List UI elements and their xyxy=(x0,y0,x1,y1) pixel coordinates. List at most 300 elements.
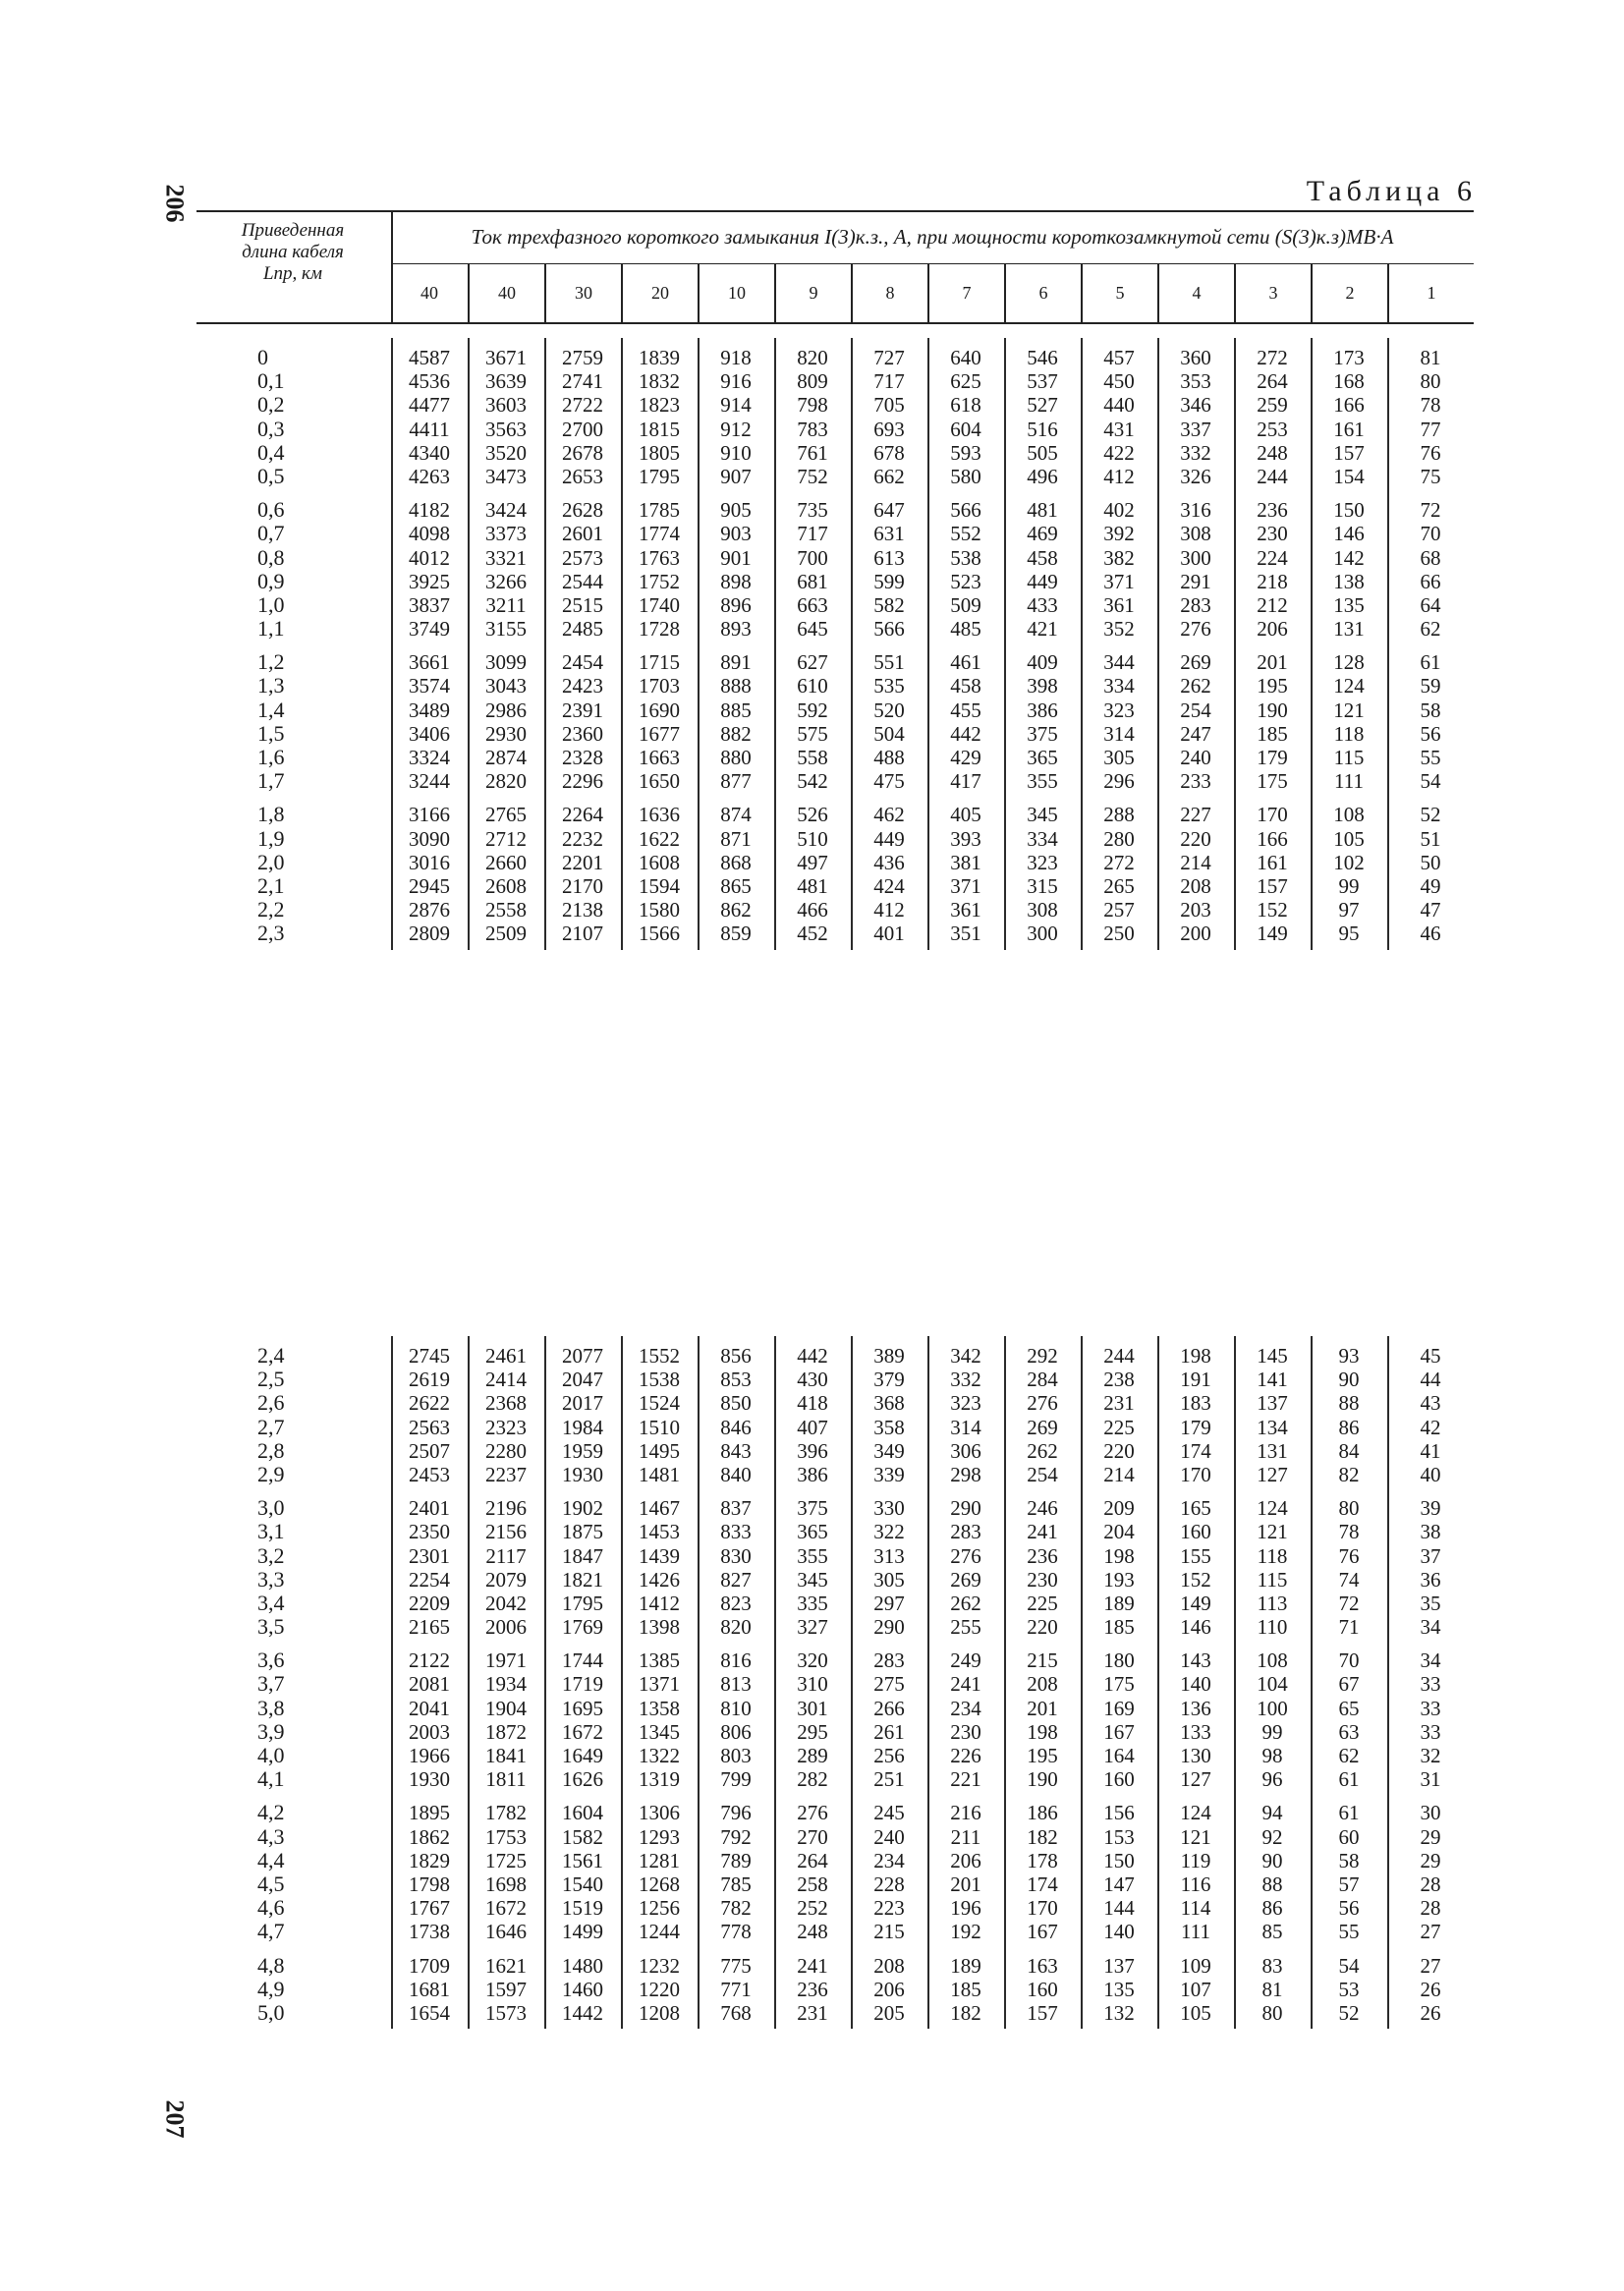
current-value: 727 xyxy=(873,346,905,369)
current-value: 717 xyxy=(797,522,828,546)
current-value: 170 xyxy=(1180,1462,1211,1486)
current-value: 593 xyxy=(950,440,981,465)
current-value: 131 xyxy=(1257,1438,1288,1463)
current-value: 840 xyxy=(720,1462,752,1486)
current-value: 4536 xyxy=(409,369,450,394)
current-value: 327 xyxy=(797,1615,828,1640)
current-value: 121 xyxy=(1180,1824,1211,1849)
table-row xyxy=(196,674,1474,698)
current-value: 537 xyxy=(1027,369,1058,394)
table-row xyxy=(196,2001,1474,2025)
row-length-value: 3,0 xyxy=(257,1495,285,1521)
current-value: 55 xyxy=(1420,746,1441,769)
current-value: 105 xyxy=(1180,2000,1211,2025)
current-value: 618 xyxy=(950,393,981,418)
current-value: 2765 xyxy=(485,803,527,827)
current-value: 429 xyxy=(950,746,981,769)
current-value: 164 xyxy=(1103,1744,1135,1767)
current-value: 2876 xyxy=(409,898,450,922)
row-length-value: 2,6 xyxy=(257,1390,285,1416)
current-value: 1782 xyxy=(485,1801,527,1825)
current-value: 882 xyxy=(720,721,752,746)
current-value: 2391 xyxy=(562,698,603,722)
row-length-value: 3,9 xyxy=(257,1718,285,1744)
current-value: 2047 xyxy=(562,1368,603,1392)
current-value: 246 xyxy=(1027,1496,1058,1521)
current-value: 2165 xyxy=(409,1615,450,1640)
current-value: 52 xyxy=(1338,2000,1360,2025)
current-value: 1256 xyxy=(639,1896,680,1921)
current-value: 4477 xyxy=(409,393,450,418)
current-value: 144 xyxy=(1103,1896,1135,1921)
current-value: 130 xyxy=(1180,1744,1211,1767)
current-value: 29 xyxy=(1420,1824,1441,1849)
table-row xyxy=(196,1825,1474,1849)
current-value: 97 xyxy=(1338,898,1360,922)
current-value: 174 xyxy=(1180,1438,1211,1463)
current-value: 862 xyxy=(720,898,752,922)
current-value: 88 xyxy=(1261,1872,1283,1896)
current-value: 1698 xyxy=(485,1872,527,1896)
current-value: 1832 xyxy=(639,369,680,394)
row-length-value: 4,1 xyxy=(257,1766,285,1792)
current-value: 1208 xyxy=(639,2000,680,2025)
current-value: 761 xyxy=(797,440,828,465)
current-value: 56 xyxy=(1420,721,1441,746)
current-value: 149 xyxy=(1257,922,1288,946)
current-value: 282 xyxy=(797,1767,828,1792)
current-value: 247 xyxy=(1180,721,1211,746)
current-value: 1971 xyxy=(485,1648,527,1673)
current-value: 2485 xyxy=(562,617,603,642)
current-value: 74 xyxy=(1338,1567,1360,1592)
current-value: 108 xyxy=(1257,1648,1288,1673)
table-row xyxy=(196,1978,1474,2001)
current-value: 526 xyxy=(797,803,828,827)
current-value: 208 xyxy=(1180,873,1211,898)
current-value: 230 xyxy=(1027,1567,1058,1592)
current-value: 1244 xyxy=(639,1920,680,1944)
table-row xyxy=(196,441,1474,465)
current-value: 51 xyxy=(1420,826,1441,851)
table-row xyxy=(196,1368,1474,1391)
current-value: 208 xyxy=(873,1953,905,1978)
current-value: 296 xyxy=(1103,769,1135,794)
current-value: 81 xyxy=(1261,1977,1283,2001)
current-value: 1823 xyxy=(639,393,680,418)
current-value: 337 xyxy=(1180,417,1211,441)
current-value: 2122 xyxy=(409,1648,450,1673)
current-value: 1681 xyxy=(409,1977,450,2001)
current-value: 382 xyxy=(1103,545,1135,570)
current-value: 266 xyxy=(873,1696,905,1720)
current-value: 2544 xyxy=(562,569,603,593)
row-length-value: 1,8 xyxy=(257,802,285,827)
current-value: 365 xyxy=(797,1520,828,1544)
current-value: 375 xyxy=(1027,721,1058,746)
current-value: 276 xyxy=(797,1801,828,1825)
current-value: 34 xyxy=(1420,1615,1441,1640)
current-value: 504 xyxy=(873,721,905,746)
current-value: 355 xyxy=(1027,769,1058,794)
current-value: 705 xyxy=(873,393,905,418)
current-value: 201 xyxy=(1027,1696,1058,1720)
table-row xyxy=(196,617,1474,641)
current-value: 2209 xyxy=(409,1591,450,1615)
row-length-value: 4,7 xyxy=(257,1919,285,1944)
current-value: 901 xyxy=(720,545,752,570)
current-value: 1626 xyxy=(562,1767,603,1792)
current-value: 2237 xyxy=(485,1462,527,1486)
current-value: 351 xyxy=(950,922,981,946)
current-value: 323 xyxy=(1103,698,1135,722)
current-value: 315 xyxy=(1027,873,1058,898)
current-value: 284 xyxy=(1027,1368,1058,1392)
current-value: 449 xyxy=(873,826,905,851)
table-row xyxy=(196,1744,1474,1767)
current-value: 799 xyxy=(720,1767,752,1792)
current-value: 1621 xyxy=(485,1953,527,1978)
current-value: 2041 xyxy=(409,1696,450,1720)
current-value: 50 xyxy=(1420,850,1441,874)
current-value: 2368 xyxy=(485,1391,527,1416)
table-row xyxy=(196,346,1474,369)
current-value: 35 xyxy=(1420,1591,1441,1615)
current-value: 80 xyxy=(1420,369,1441,394)
current-value: 76 xyxy=(1420,440,1441,465)
current-value: 64 xyxy=(1420,592,1441,617)
current-value: 90 xyxy=(1338,1368,1360,1392)
current-value: 166 xyxy=(1257,826,1288,851)
current-value: 175 xyxy=(1103,1672,1135,1697)
current-value: 70 xyxy=(1420,522,1441,546)
current-value: 98 xyxy=(1261,1744,1283,1767)
current-value: 1895 xyxy=(409,1801,450,1825)
current-value: 244 xyxy=(1103,1344,1135,1368)
current-value: 30 xyxy=(1420,1801,1441,1825)
current-value: 418 xyxy=(797,1391,828,1416)
current-value: 2079 xyxy=(485,1567,527,1592)
current-value: 379 xyxy=(873,1368,905,1392)
current-value: 398 xyxy=(1027,674,1058,698)
current-value: 2809 xyxy=(409,922,450,946)
row-length-value: 2,2 xyxy=(257,897,285,922)
current-value: 332 xyxy=(950,1368,981,1392)
current-value: 431 xyxy=(1103,417,1135,441)
current-value: 209 xyxy=(1103,1496,1135,1521)
current-value: 2608 xyxy=(485,873,527,898)
current-value: 452 xyxy=(797,922,828,946)
current-value: 2678 xyxy=(562,440,603,465)
current-value: 270 xyxy=(797,1824,828,1849)
current-value: 1597 xyxy=(485,1977,527,2001)
current-value: 2712 xyxy=(485,826,527,851)
current-value: 2323 xyxy=(485,1415,527,1439)
current-value: 421 xyxy=(1027,617,1058,642)
current-value: 1322 xyxy=(639,1744,680,1767)
current-value: 2622 xyxy=(409,1391,450,1416)
current-value: 66 xyxy=(1420,569,1441,593)
current-value: 647 xyxy=(873,498,905,523)
current-value: 352 xyxy=(1103,617,1135,642)
current-value: 1872 xyxy=(485,1719,527,1744)
current-value: 57 xyxy=(1338,1872,1360,1896)
current-value: 1715 xyxy=(639,650,680,675)
current-value: 1763 xyxy=(639,545,680,570)
current-value: 2563 xyxy=(409,1415,450,1439)
row-length-value: 0,7 xyxy=(257,521,285,546)
current-value: 3373 xyxy=(485,522,527,546)
table-row xyxy=(196,418,1474,441)
current-value: 402 xyxy=(1103,498,1135,523)
current-value: 551 xyxy=(873,650,905,675)
table-row xyxy=(196,1544,1474,1568)
current-value: 599 xyxy=(873,569,905,593)
table-row xyxy=(196,1672,1474,1696)
current-value: 386 xyxy=(1027,698,1058,722)
current-value: 813 xyxy=(720,1672,752,1697)
current-value: 893 xyxy=(720,617,752,642)
stub-header-line: длина кабеля xyxy=(242,242,344,262)
current-value: 3603 xyxy=(485,393,527,418)
current-value: 2401 xyxy=(409,1496,450,1521)
current-value: 1815 xyxy=(639,417,680,441)
current-value: 1220 xyxy=(639,1977,680,2001)
current-value: 252 xyxy=(797,1896,828,1921)
current-value: 375 xyxy=(797,1496,828,1521)
current-value: 170 xyxy=(1257,803,1288,827)
current-value: 190 xyxy=(1257,698,1288,722)
current-value: 223 xyxy=(873,1896,905,1921)
current-value: 1398 xyxy=(639,1615,680,1640)
column-header: 8 xyxy=(851,263,927,322)
current-value: 2930 xyxy=(485,721,527,746)
row-length-value: 3,2 xyxy=(257,1542,285,1568)
current-value: 1281 xyxy=(639,1848,680,1872)
current-value: 1561 xyxy=(562,1848,603,1872)
current-value: 580 xyxy=(950,464,981,488)
current-value: 99 xyxy=(1261,1719,1283,1744)
current-value: 1703 xyxy=(639,674,680,698)
current-value: 566 xyxy=(950,498,981,523)
current-value: 783 xyxy=(797,417,828,441)
current-value: 295 xyxy=(797,1719,828,1744)
current-value: 161 xyxy=(1257,850,1288,874)
row-length-value: 2,1 xyxy=(257,872,285,898)
current-value: 358 xyxy=(873,1415,905,1439)
current-value: 157 xyxy=(1333,440,1365,465)
table-body-top xyxy=(196,346,1474,946)
current-value: 68 xyxy=(1420,545,1441,570)
current-value: 430 xyxy=(797,1368,828,1392)
column-header: 3 xyxy=(1234,263,1311,322)
current-value: 833 xyxy=(720,1520,752,1544)
current-value: 190 xyxy=(1027,1767,1058,1792)
current-value: 859 xyxy=(720,922,752,946)
current-value: 124 xyxy=(1257,1496,1288,1521)
current-value: 2509 xyxy=(485,922,527,946)
current-value: 371 xyxy=(1103,569,1135,593)
current-value: 3324 xyxy=(409,746,450,769)
current-value: 196 xyxy=(950,1896,981,1921)
current-value: 290 xyxy=(873,1615,905,1640)
current-value: 678 xyxy=(873,440,905,465)
current-value: 681 xyxy=(797,569,828,593)
current-value: 65 xyxy=(1338,1696,1360,1720)
table-row xyxy=(196,1391,1474,1415)
current-value: 2107 xyxy=(562,922,603,946)
current-value: 342 xyxy=(950,1344,981,1368)
table-row xyxy=(196,722,1474,746)
current-value: 214 xyxy=(1180,850,1211,874)
current-value: 124 xyxy=(1333,674,1365,698)
current-value: 316 xyxy=(1180,498,1211,523)
current-value: 44 xyxy=(1420,1368,1441,1392)
current-value: 1538 xyxy=(639,1368,680,1392)
current-value: 107 xyxy=(1180,1977,1211,2001)
current-value: 127 xyxy=(1257,1462,1288,1486)
current-value: 412 xyxy=(1103,464,1135,488)
current-value: 3671 xyxy=(485,346,527,369)
current-value: 3489 xyxy=(409,698,450,722)
table-row xyxy=(196,1801,1474,1824)
row-length-value: 3,1 xyxy=(257,1519,285,1544)
current-value: 469 xyxy=(1027,522,1058,546)
current-value: 339 xyxy=(873,1462,905,1486)
current-value: 119 xyxy=(1180,1848,1211,1872)
row-length-value: 1,9 xyxy=(257,825,285,851)
current-value: 905 xyxy=(720,498,752,523)
current-value: 1725 xyxy=(485,1848,527,1872)
current-value: 401 xyxy=(873,922,905,946)
current-value: 262 xyxy=(1180,674,1211,698)
current-value: 62 xyxy=(1338,1744,1360,1767)
current-value: 185 xyxy=(1257,721,1288,746)
current-value: 323 xyxy=(1027,850,1058,874)
row-length-value: 1,0 xyxy=(257,591,285,617)
current-value: 283 xyxy=(950,1520,981,1544)
current-value: 109 xyxy=(1180,1953,1211,1978)
current-value: 102 xyxy=(1333,850,1365,874)
current-value: 2986 xyxy=(485,698,527,722)
current-value: 3043 xyxy=(485,674,527,698)
current-value: 60 xyxy=(1338,1824,1360,1849)
table-row xyxy=(196,898,1474,922)
row-length-value: 0,9 xyxy=(257,568,285,593)
table-row xyxy=(196,1648,1474,1672)
current-value: 1306 xyxy=(639,1801,680,1825)
current-value: 386 xyxy=(797,1462,828,1486)
current-value: 211 xyxy=(950,1824,981,1849)
current-value: 264 xyxy=(1257,369,1288,394)
current-value: 225 xyxy=(1027,1591,1058,1615)
column-header: 20 xyxy=(621,263,698,322)
current-value: 58 xyxy=(1420,698,1441,722)
current-value: 771 xyxy=(720,1977,752,2001)
current-value: 32 xyxy=(1420,1744,1441,1767)
table-row xyxy=(196,570,1474,593)
current-value: 228 xyxy=(873,1872,905,1896)
current-value: 77 xyxy=(1420,417,1441,441)
current-value: 322 xyxy=(873,1520,905,1544)
current-value: 1649 xyxy=(562,1744,603,1767)
current-value: 59 xyxy=(1420,674,1441,698)
current-value: 361 xyxy=(1103,592,1135,617)
current-value: 1594 xyxy=(639,873,680,898)
current-value: 225 xyxy=(1103,1415,1135,1439)
current-value: 1902 xyxy=(562,1496,603,1521)
current-value: 1481 xyxy=(639,1462,680,1486)
current-value: 542 xyxy=(797,769,828,794)
current-value: 396 xyxy=(797,1438,828,1463)
current-value: 185 xyxy=(950,1977,981,2001)
current-value: 276 xyxy=(1180,617,1211,642)
row-length-value: 4,6 xyxy=(257,1895,285,1921)
table-row xyxy=(196,1697,1474,1720)
current-value: 262 xyxy=(1027,1438,1058,1463)
current-value: 1358 xyxy=(639,1696,680,1720)
current-value: 481 xyxy=(1027,498,1058,523)
current-value: 81 xyxy=(1420,346,1441,369)
current-value: 1426 xyxy=(639,1567,680,1592)
table-row xyxy=(196,874,1474,898)
current-value: 215 xyxy=(1027,1648,1058,1673)
current-value: 175 xyxy=(1257,769,1288,794)
current-value: 301 xyxy=(797,1696,828,1720)
table-row xyxy=(196,369,1474,393)
current-value: 843 xyxy=(720,1438,752,1463)
table-row xyxy=(196,1439,1474,1463)
current-value: 558 xyxy=(797,746,828,769)
current-value: 2660 xyxy=(485,850,527,874)
current-value: 37 xyxy=(1420,1543,1441,1568)
current-value: 752 xyxy=(797,464,828,488)
current-value: 910 xyxy=(720,440,752,465)
current-value: 1752 xyxy=(639,569,680,593)
current-value: 201 xyxy=(950,1872,981,1896)
current-value: 1672 xyxy=(562,1719,603,1744)
column-header: 30 xyxy=(544,263,621,322)
current-value: 1839 xyxy=(639,346,680,369)
current-value: 3166 xyxy=(409,803,450,827)
current-value: 300 xyxy=(1180,545,1211,570)
current-value: 195 xyxy=(1257,674,1288,698)
current-value: 830 xyxy=(720,1543,752,1568)
current-value: 1453 xyxy=(639,1520,680,1544)
current-value: 179 xyxy=(1180,1415,1211,1439)
current-value: 345 xyxy=(797,1567,828,1592)
current-value: 3424 xyxy=(485,498,527,523)
current-value: 314 xyxy=(950,1415,981,1439)
current-value: 310 xyxy=(797,1672,828,1697)
current-value: 846 xyxy=(720,1415,752,1439)
current-value: 1467 xyxy=(639,1496,680,1521)
current-value: 2454 xyxy=(562,650,603,675)
current-value: 276 xyxy=(1027,1391,1058,1416)
current-value: 71 xyxy=(1338,1615,1360,1640)
row-length-value: 0,1 xyxy=(257,368,285,394)
current-value: 3639 xyxy=(485,369,527,394)
current-value: 1499 xyxy=(562,1920,603,1944)
current-value: 566 xyxy=(873,617,905,642)
current-value: 422 xyxy=(1103,440,1135,465)
current-value: 457 xyxy=(1103,346,1135,369)
current-value: 1495 xyxy=(639,1438,680,1463)
current-value: 236 xyxy=(1257,498,1288,523)
current-value: 283 xyxy=(1180,592,1211,617)
current-value: 256 xyxy=(873,1744,905,1767)
current-value: 481 xyxy=(797,873,828,898)
